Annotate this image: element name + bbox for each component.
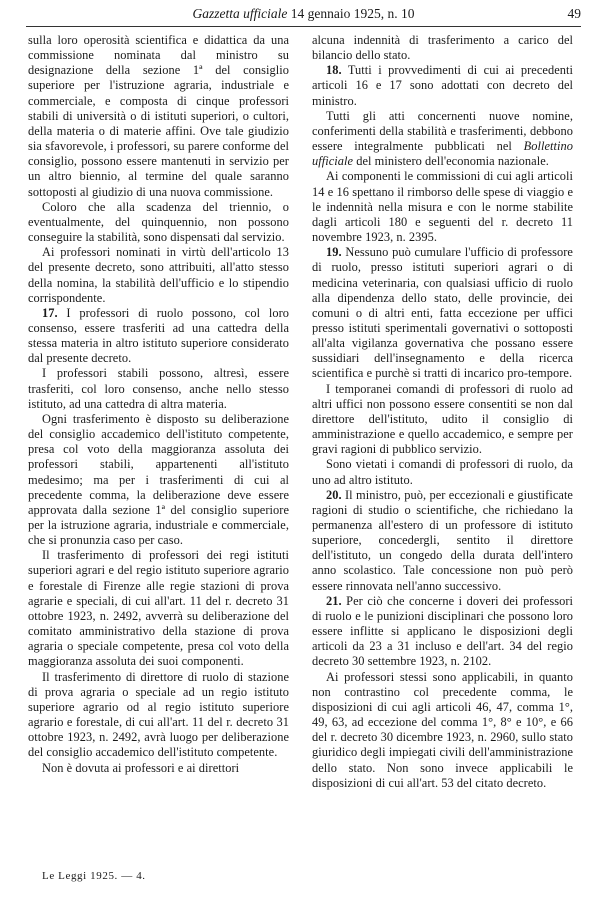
paragraph: alcuna indennità di trasferimento a carico del bilancio dello stato. bbox=[312, 33, 573, 63]
paragraph: Ai professori stessi sono applicabili, in quanto non contrastino col precedente comma, le disposizioni di cui agli articoli 46, 47, comma 1°, 49, 63, ad eccezione del comma 1°, 8° e 10°, e 66 del r. decreto 30 dicembre 1923, n. 2960, sullo stato giuridico degli impiegati civili dell'amministrazione dello stato. Non sono invece applicabili le disposizioni di cui all'art. 53 del citato decreto. bbox=[312, 669, 573, 790]
article-text: Tutti i provvedimenti di cui ai precedenti articoli 16 e 17 sono adottati con decreto del ministro. bbox=[312, 63, 573, 108]
header-rule bbox=[26, 26, 581, 27]
article-21 bbox=[312, 594, 573, 670]
paragraph: I professori stabili possono, altresì, essere trasferiti, col loro consenso, anche nello stesso istituto, ad una cattedra di altra materia. bbox=[28, 366, 289, 411]
left-column bbox=[28, 33, 289, 776]
page-header bbox=[26, 6, 581, 28]
issue-date: 14 gennaio 1925, n. 10 bbox=[290, 6, 415, 21]
journal-name: Gazzetta ufficiale bbox=[192, 6, 288, 21]
page-footer: Le Leggi 1925. — 4. bbox=[42, 870, 146, 882]
paragraph: I temporanei comandi di professori di ruolo ad altri uffici non possono essere consentiti se non dal direttore dell'istituto, udito il consiglio di amministrazione e quello accademico, e sempre per gravi ragioni di pubblico servizio. bbox=[312, 381, 573, 457]
paragraph bbox=[312, 109, 573, 170]
article-number: 21. bbox=[326, 593, 342, 608]
article-number: 19. bbox=[326, 245, 342, 260]
bulletin-title: Bollettino ufficiale bbox=[312, 139, 573, 169]
paragraph: Sono vietati i comandi di professori di ruolo, da uno ad altro istituto. bbox=[312, 457, 573, 487]
text-segment: del ministero dell'economia nazionale. bbox=[356, 154, 549, 169]
article-number: 20. bbox=[326, 487, 342, 502]
article-20 bbox=[312, 488, 573, 594]
article-text: Per ciò che concerne i doveri dei professori di ruolo e le punizioni disciplinari che possono loro essere inflitte si applicano le disposizioni degli articoli da 23 a 31 incluso e dell'art. 34 del regio decreto 30 settembre 1923, n. 2102. bbox=[312, 593, 573, 669]
article-number: 17. bbox=[42, 305, 58, 320]
article-text: I professori di ruolo possono, col loro consenso, essere trasferiti ad una cattedra della stessa materia in altro istituto superiore considerato dal presente decreto. bbox=[28, 305, 289, 366]
article-19 bbox=[312, 245, 573, 381]
article-text: Nessuno può cumulare l'ufficio di professore di ruolo, presso istituti superiori agrari o di medicina veterinaria, con qualsiasi ufficio di ruolo alla dipendenza dello stato, delle provincie, dei comuni o di altri enti, fatta eccezione per uffici presso istituti sperimentali governativi o sottoposti all'alta vigilanza governativa che possano essere sussidiari dell'insegnamento e della ricerca scientifica e purchè si tratti di incarico pro-tempore. bbox=[312, 245, 573, 381]
paragraph: Ogni trasferimento è disposto su deliberazione del consiglio accademico dell'istituto competente, presa col voto della maggioranza assoluta dei professori stabili, appartenenti all'istituto medesimo; ma per i trasferimenti di cui al precedente comma, la deliberazione deve essere approvata dalla sezione 1ª del consiglio superiore per la istruzione agraria, industriale e commerciale, che si pronunzia caso per caso. bbox=[28, 411, 289, 548]
header-title bbox=[26, 6, 581, 22]
article-18 bbox=[312, 63, 573, 108]
paragraph: Ai componenti le commissioni di cui agli articoli 14 e 16 spettano il rimborso delle spese di viaggio e le indennità nella misura e con le norme stabilite dagli articoli 180 e seguenti del r. decreto 11 novembre 1923, n. 2395. bbox=[312, 169, 573, 245]
article-number: 18. bbox=[326, 63, 342, 78]
right-column bbox=[312, 33, 573, 791]
paragraph: Coloro che alla scadenza del triennio, o eventualmente, del quinquennio, non possono conseguire la stabilità, sono dispensati dal servizio. bbox=[28, 199, 289, 245]
page-number: 49 bbox=[567, 6, 581, 21]
paragraph: Il trasferimento di direttore di ruolo di stazione di prova agraria o speciale ad un regio istituto superiore agrario od al regio istituto superiore agrario e forestale, di cui all'art. 11 del r. decreto 31 ottobre 1923, n. 2492, avrà luogo per deliberazione del consiglio accademico dell'istituto competente. bbox=[28, 669, 289, 760]
paragraph: Non è dovuta ai professori e ai direttori bbox=[42, 760, 240, 775]
text-segment: Tutti gli atti concernenti nuove nomine, conferimenti della stabilità e trasferimenti, debbono essere integralmente pubblicati nel bbox=[312, 108, 573, 154]
article-17 bbox=[28, 306, 289, 367]
paragraph: sulla loro operosità scientifica e didattica da una commissione nominata dal ministro su designazione della sezione 1ª del consiglio superiore per l'istruzione agraria, industriale e commerciale, e composta di cinque professori stabili di università o di istituti superiori, o cultori, della materia o di materie affini. Ove tale giudizio sia sfavorevole, i professori, su parere conforme del consiglio, possono essere mantenuti in servizio per un altro biennio, al termine del quale saranno sottoposti al giudizio di una nuova commissione. bbox=[28, 33, 289, 199]
article-text: Il ministro, può, per eccezionali e giustificate ragioni di studio o scientifiche, che richiedano la permanenza all'estero di un professore di istituto superiore, concedergli, sentito il direttore dell'istituto, un congedo della durata dell'intero anno scolastico. Tale concessione non può però essere rinnovata nell'anno successivo. bbox=[312, 487, 573, 593]
paragraph: Ai professori nominati in virtù dell'articolo 13 del presente decreto, sono attribuiti, all'atto stesso della nomina, la stabilità dell'ufficio e lo stipendio corrispondente. bbox=[28, 245, 289, 305]
paragraph: Il trasferimento di professori dei regi istituti superiori agrari e del regio istituto superiore agrario e forestale di Firenze alle regie stazioni di prova agrarie e speciali, di cui all'art. 11 del r. decreto 31 ottobre 1923, n. 2492, avverrà su deliberazione del comitato amministrativo della stazione di prova agraria o speciale competente, presa col voto della maggioranza assoluta dei suoi componenti. bbox=[28, 548, 289, 669]
